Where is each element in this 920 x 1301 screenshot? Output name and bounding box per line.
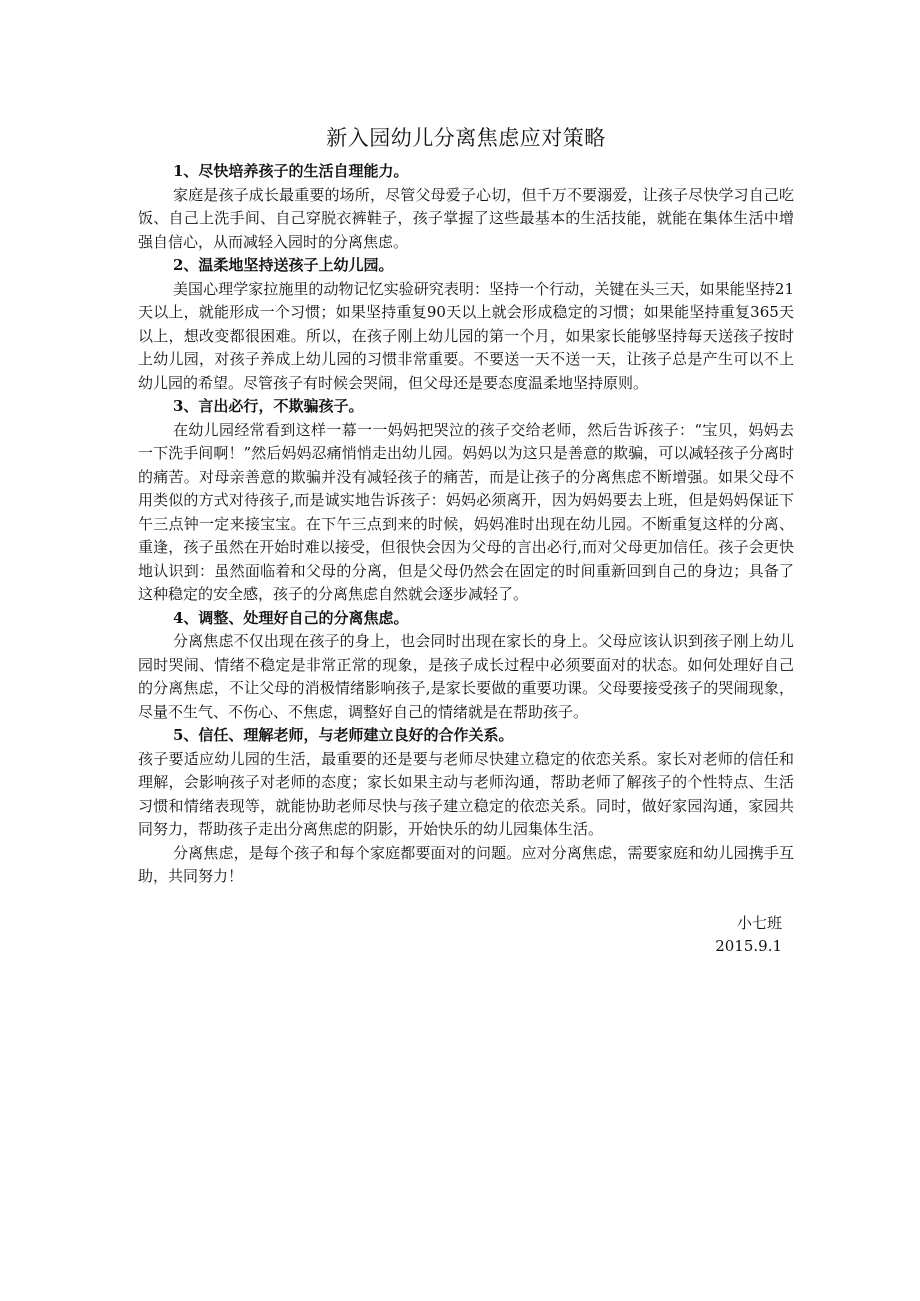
section-5-body: 孩子要适应幼儿园的生活，最重要的还是要与老师尽快建立稳定的依恋关系。家长对老师的信任和理解，会影响孩子对老师的态度；家长如果主动与老师沟通，帮助老师了解孩子的个性特点、生活习惯和情绪表现等，就能协助老师尽快与孩子建立稳定的依恋关系。同时，做好家园沟通，家园共同努力，帮助孩子走出分离焦虑的阴影，开始快乐的幼儿园集体生活。 [138,749,794,838]
section-4-body: 分离焦虑不仅出现在孩子的身上，也会同时出现在家长的身上。父母应该认识到孩子刚上幼儿园时哭闹、情绪不稳定是非常正常的现象，是孩子成长过程中必须要面对的状态。如何处理好自己的分离焦虑，不让父母的消极情绪影响孩子,是家长要做的重要功课。父母要接受孩子的哭闹现象，尽量不生气、不伤心、不焦虑，调整好自己的情绪就是在帮助孩子。 [138,632,794,721]
section-2-heading: 2、温柔地坚持送孩子上幼儿园。 [173,256,394,274]
section-3-heading: 3、言出必行，不欺骗孩子。 [173,397,364,415]
closing-paragraph: 分离焦虑，是每个孩子和每个家庭都要面对的问题。应对分离焦虑，需要家庭和幼儿园携手互助，共同努力！ [138,843,794,885]
document-title: 新入园幼儿分离焦虑应对策略 [326,126,606,150]
section-5-heading: 5、信任、理解老师，与老师建立良好的合作关系。 [173,726,514,744]
section-4-heading: 4、调整、处理好自己的分离焦虑。 [173,608,409,627]
section-3-body: 在幼儿园经常看到这样一幕一一妈妈把哭泣的孩子交给老师，然后告诉孩子：“宝贝，妈妈去一下洗手间啊！”然后妈妈忍痛悄悄走出幼儿园。妈妈以为这只是善意的欺骗，可以减轻孩子分离时的痛苦。对母亲善意的欺骗并没有减轻孩子的痛苦，而是让孩子的分离焦虑不断增强。如果父母不用类似的方式对待孩子,而是诚实地告诉孩子：妈妈必须离开，因为妈妈要去上班，但是妈妈保证下午三点钟一定来接宝宝。在下午三点到来的时候，妈妈准时出现在幼儿园。不断重复这样的分离、重逢，孩子虽然在开始时难以接受，但很快会因为父母的言出必行,而对父母更加信任。孩子会更快地认识到：虽然面临着和父母的分离，但是父母仍然会在固定的时间重新回到自己的身边；具备了这种稳定的安全感，孩子的分离焦虑自然就会逐步减轻了。 [138,420,794,603]
signature-date: 2015.9.1 [715,936,782,955]
section-1-body: 家庭是孩子成长最重要的场所，尽管父母爱子心切，但千万不要溺爱，让孩子尽快学习自己吃饭、自己上洗手间、自己穿脱衣裤鞋子，孩子掌握了这些最基本的生活技能，就能在集体生活中增强自信心，从而减轻入园时的分离焦虑。 [138,185,794,251]
document-page [138,122,794,958]
section-2-body: 美国心理学家拉施里的动物记忆实验研究表明：坚持一个行动，关键在头三天，如果能坚持21天以上，就能形成一个习惯；如果坚持重复90天以上就会形成稳定的习惯；如果能坚持重复365天以上，想改变都很困难。所以，在孩子刚上幼儿园的第一个月，如果家长能够坚持每天送孩子按时上幼儿园，对孩子养成上幼儿园的习惯非常重要。不要送一天不送一天，让孩子总是产生可以不上幼儿园的希望。尽管孩子有时候会哭闹，但父母还是要态度温柔地坚持原则。 [138,279,794,392]
signature-class: 小七班 [736,913,782,932]
section-1-heading: 1、尽快培养孩子的生活自理能力。 [173,162,409,180]
signature-block [138,912,794,958]
